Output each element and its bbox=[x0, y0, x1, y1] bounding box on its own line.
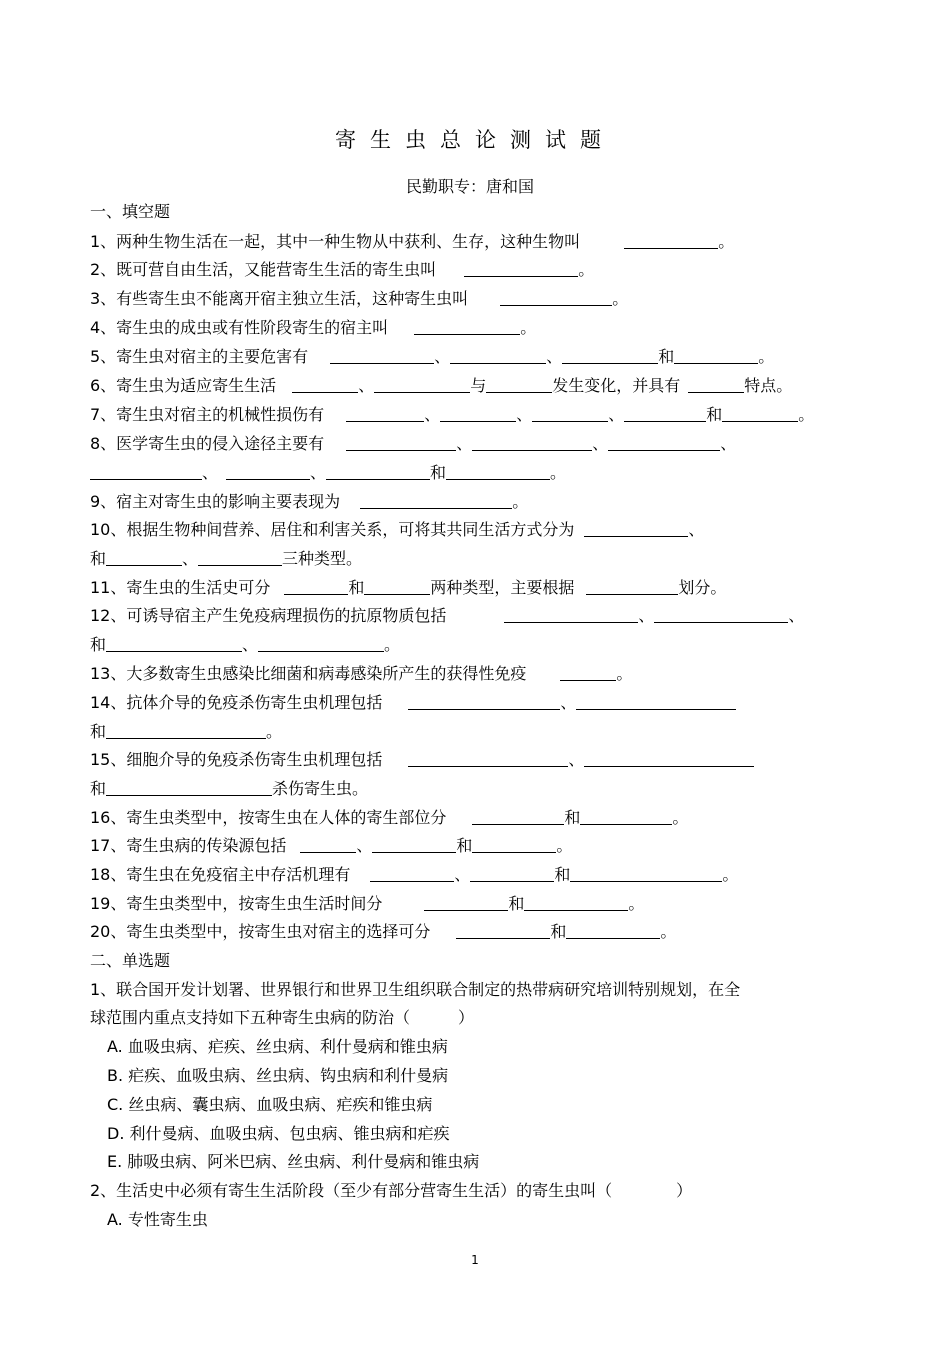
answer-blank[interactable] bbox=[472, 809, 564, 825]
question-12: 12、可诱导宿主产生免疫病理损伤的抗原物质包括 、 、 bbox=[90, 606, 805, 625]
mc-option-a[interactable]: A. 血吸虫病、疟疾、丝虫病、利什曼病和锥虫病 bbox=[107, 1037, 448, 1056]
answer-blank[interactable] bbox=[688, 377, 744, 393]
mc-question-1-line-2: 球范围内重点支持如下五种寄生虫病的防治（ ） bbox=[90, 1008, 475, 1027]
answer-blank[interactable] bbox=[472, 837, 556, 853]
question-1: 1、两种生物生活在一起，其中一种生物从中获利、生存，这种生物叫 。 bbox=[90, 232, 735, 251]
answer-blank[interactable] bbox=[106, 636, 242, 652]
question-2: 2、既可营自由生活，又能营寄生生活的寄生虫叫 。 bbox=[90, 260, 595, 279]
answer-blank[interactable] bbox=[456, 923, 550, 939]
answer-blank[interactable] bbox=[586, 579, 678, 595]
answer-blank[interactable] bbox=[346, 435, 456, 451]
answer-blank[interactable] bbox=[284, 579, 348, 595]
question-15: 15、细胞介导的免疫杀伤寄生虫机理包括 、 bbox=[90, 750, 754, 770]
answer-blank[interactable] bbox=[300, 837, 356, 853]
answer-blank[interactable] bbox=[292, 377, 358, 393]
answer-blank[interactable] bbox=[570, 866, 722, 882]
answer-blank[interactable] bbox=[584, 521, 688, 537]
question-16: 16、寄生虫类型中，按寄生虫在人体的寄生部位分 和 。 bbox=[90, 808, 689, 827]
question-17: 17、寄生虫病的传染源包括 、 和 。 bbox=[90, 836, 573, 855]
question-9: 9、宿主对寄生虫的影响主要表现为 。 bbox=[90, 492, 529, 511]
question-11: 11、寄生虫的生活史可分 和 两种类型，主要根据 划分。 bbox=[90, 578, 727, 597]
question-7: 7、寄生虫对宿主的机械性损伤有 、 、 、 和 。 bbox=[90, 405, 815, 424]
document-title: 寄生虫总论测试题 bbox=[335, 128, 615, 152]
answer-blank[interactable] bbox=[464, 261, 578, 277]
answer-blank[interactable] bbox=[440, 406, 516, 422]
question-10-cont: 和 、 三种类型。 bbox=[90, 549, 363, 568]
answer-blank[interactable] bbox=[106, 723, 266, 739]
answer-blank[interactable] bbox=[450, 348, 546, 364]
answer-blank[interactable] bbox=[364, 579, 430, 595]
answer-blank[interactable] bbox=[566, 923, 660, 939]
question-20: 20、寄生虫类型中，按寄生虫对宿主的选择可分 和 。 bbox=[90, 922, 677, 941]
answer-blank[interactable] bbox=[624, 233, 718, 249]
question-4: 4、寄生虫的成虫或有性阶段寄生的宿主叫 。 bbox=[90, 318, 537, 337]
question-8: 8、医学寄生虫的侵入途径主要有 、 、 、 bbox=[90, 434, 737, 453]
question-18: 18、寄生虫在免疫宿主中存活机理有 、 和 。 bbox=[90, 865, 739, 884]
question-19: 19、寄生虫类型中，按寄生虫生活时间分 和 。 bbox=[90, 894, 645, 913]
answer-blank[interactable] bbox=[408, 751, 568, 767]
answer-blank[interactable] bbox=[674, 348, 758, 364]
mc-option-d[interactable]: D. 利什曼病、血吸虫病、包虫病、锥虫病和疟疾 bbox=[107, 1124, 450, 1143]
answer-blank[interactable] bbox=[424, 895, 508, 911]
mc-option-e[interactable]: E. 肺吸虫病、阿米巴病、丝虫病、利什曼病和锥虫病 bbox=[107, 1152, 480, 1171]
question-14: 14、抗体介导的免疫杀伤寄生虫机理包括 、 bbox=[90, 693, 736, 713]
answer-blank[interactable] bbox=[580, 809, 672, 825]
question-5: 5、寄生虫对宿主的主要危害有 、 、 和 。 bbox=[90, 347, 775, 366]
question-12-cont: 和 、 。 bbox=[90, 635, 401, 654]
mc-question-1-line-1: 1、联合国开发计划署、世界银行和世界卫生组织联合制定的热带病研究培训特别规划，在全 bbox=[90, 980, 741, 999]
question-6: 6、寄生虫为适应寄生生活 、 与 发生变化，并具有 特点。 bbox=[90, 376, 793, 395]
question-10: 10、根据生物种间营养、居住和利害关系，可将其共同生活方式分为 、 bbox=[90, 520, 705, 539]
answer-blank[interactable] bbox=[372, 837, 456, 853]
author-line: 民勤职专：唐和国 bbox=[405, 177, 534, 196]
page-number: 1 bbox=[471, 1253, 479, 1267]
answer-blank[interactable] bbox=[258, 636, 384, 652]
answer-blank[interactable] bbox=[360, 493, 512, 509]
answer-blank[interactable] bbox=[326, 464, 430, 480]
question-15-cont: 和 杀伤寄生虫。 bbox=[90, 779, 369, 798]
answer-blank[interactable] bbox=[106, 780, 272, 796]
section-single-choice-heading: 二、单选题 bbox=[90, 951, 171, 970]
answer-blank[interactable] bbox=[504, 607, 638, 623]
mc-question-2: 2、生活史中必须有寄生生活阶段（至少有部分营寄生生活）的寄生虫叫（ ） bbox=[90, 1181, 693, 1200]
answer-blank[interactable] bbox=[624, 406, 706, 422]
answer-blank[interactable] bbox=[500, 290, 612, 306]
answer-blank[interactable] bbox=[562, 348, 658, 364]
answer-blank[interactable] bbox=[90, 464, 202, 480]
answer-blank[interactable] bbox=[414, 319, 520, 335]
answer-blank[interactable] bbox=[654, 607, 788, 623]
answer-blank[interactable] bbox=[722, 406, 798, 422]
answer-blank[interactable] bbox=[470, 866, 554, 882]
answer-blank[interactable] bbox=[226, 464, 310, 480]
answer-blank[interactable] bbox=[472, 435, 592, 451]
answer-blank[interactable] bbox=[532, 406, 608, 422]
question-8-cont: 、 、 和 。 bbox=[90, 463, 566, 483]
answer-blank[interactable] bbox=[330, 348, 434, 364]
answer-blank[interactable] bbox=[560, 665, 616, 681]
question-14-cont: 和 。 bbox=[90, 722, 283, 741]
question-3: 3、有些寄生虫不能离开宿主独立生活，这种寄生虫叫 。 bbox=[90, 289, 629, 308]
answer-blank[interactable] bbox=[346, 406, 424, 422]
question-13: 13、大多数寄生虫感染比细菌和病毒感染所产生的获得性免疫 。 bbox=[90, 664, 633, 683]
answer-blank[interactable] bbox=[446, 464, 550, 480]
answer-blank[interactable] bbox=[524, 895, 628, 911]
answer-blank[interactable] bbox=[608, 435, 720, 451]
answer-blank[interactable] bbox=[106, 550, 182, 566]
answer-blank[interactable] bbox=[584, 751, 754, 767]
section-fill-in-heading: 一、填空题 bbox=[90, 202, 171, 221]
answer-blank[interactable] bbox=[486, 377, 552, 393]
mc-option-a[interactable]: A. 专性寄生虫 bbox=[107, 1210, 208, 1229]
mc-option-b[interactable]: B. 疟疾、血吸虫病、丝虫病、钩虫病和利什曼病 bbox=[107, 1066, 449, 1085]
answer-blank[interactable] bbox=[374, 377, 470, 393]
answer-blank[interactable] bbox=[198, 550, 282, 566]
answer-blank[interactable] bbox=[408, 694, 560, 710]
answer-blank[interactable] bbox=[370, 866, 454, 882]
mc-option-c[interactable]: C. 丝虫病、囊虫病、血吸虫病、疟疾和锥虫病 bbox=[107, 1095, 433, 1114]
answer-blank[interactable] bbox=[576, 694, 736, 710]
